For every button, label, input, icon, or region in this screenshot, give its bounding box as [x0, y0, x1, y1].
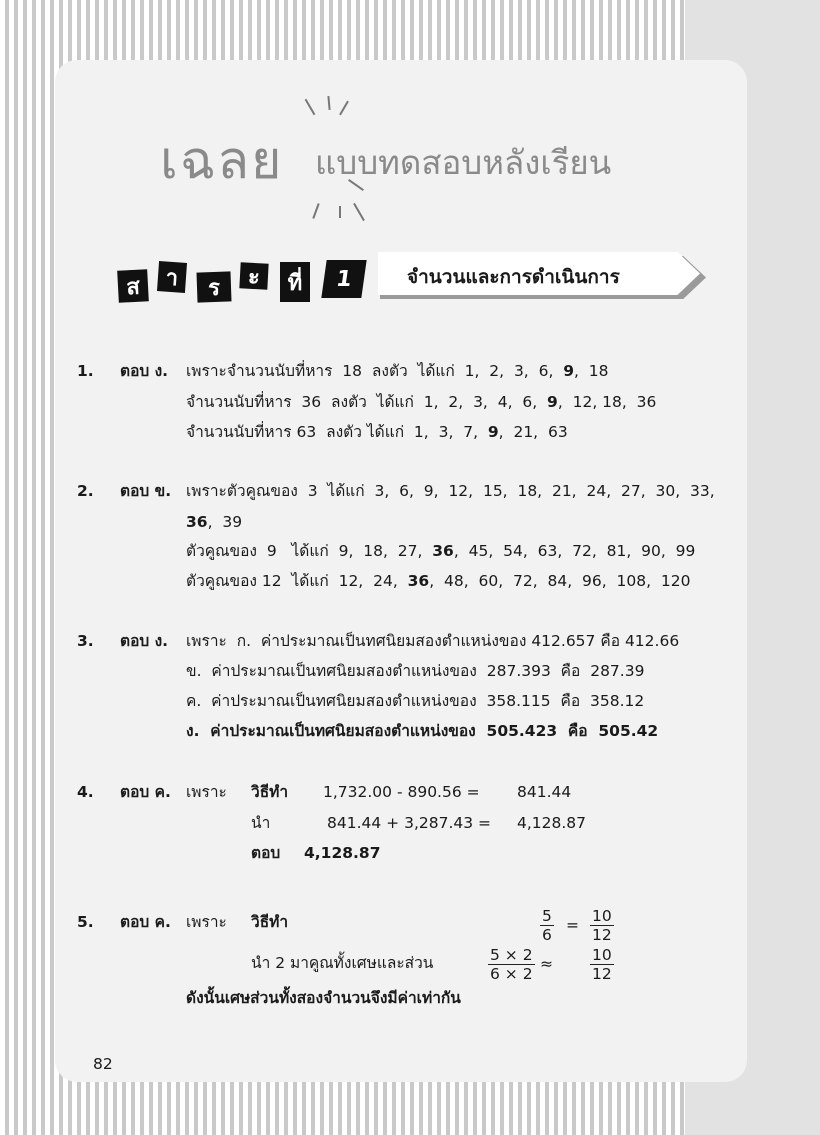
highlighted-text: 36 — [407, 572, 430, 590]
final-value: 4,128.87 — [304, 844, 381, 862]
page-number: 82 — [93, 1055, 113, 1073]
answer-line — [186, 422, 568, 442]
highlighted-text: 9 — [487, 423, 499, 441]
answer-label: ตอบ ง. — [120, 362, 169, 380]
answer-line — [186, 571, 690, 591]
expression: 841.44 + 3,287.43 = — [327, 814, 492, 832]
highlighted-text: 36 — [432, 542, 454, 560]
strand-topic: จำนวนและการดำเนินการ — [407, 266, 620, 288]
question-number: 3. — [77, 632, 94, 650]
method-label: วิธีทำ — [251, 783, 289, 801]
answer-text: ตัวคูณของ 12 ได้แก่ 12, 24, — [186, 572, 408, 590]
take-text: นำ — [251, 814, 271, 832]
answer-line — [186, 392, 656, 412]
strand-tile: ที่ — [280, 262, 310, 302]
strand-tile: ส — [117, 269, 149, 303]
numerator: 10 — [592, 946, 612, 964]
numerator: 10 — [592, 907, 612, 925]
answer-line — [186, 661, 644, 681]
answer-line — [186, 721, 658, 741]
answer-text: เพราะ ก. ค่าประมาณเป็นทศนิยมสองตำแหน่งของ 412.657 คือ 412.66 — [186, 632, 680, 650]
highlighted-text: ง. ค่าประมาณเป็นทศนิยมสองตำแหน่งของ 505.423 คือ 505.42 — [186, 722, 659, 740]
answer-label: ตอบ ง. — [120, 632, 169, 650]
answer-line — [186, 691, 644, 711]
answer-line — [186, 512, 242, 532]
question-number: 1. — [77, 362, 94, 380]
highlighted-text: 9 — [547, 393, 558, 411]
result: 4,128.87 — [517, 814, 587, 832]
burst-ray — [339, 206, 341, 218]
answer-text: , 18 — [574, 362, 609, 380]
answer-text: เพราะจำนวนนับที่หาร 18 ลงตัว ได้แก่ 1, 2, 3, 6, — [186, 362, 564, 380]
equals-sign: = — [566, 916, 579, 934]
answer-text: , 39 — [207, 513, 243, 531]
title-sub: แบบทดสอบหลังเรียน — [315, 143, 612, 182]
denominator: 6 — [542, 926, 552, 944]
fraction — [590, 946, 614, 983]
question-number: 2. — [77, 482, 94, 500]
strand-tile: า — [157, 261, 187, 293]
method-label: วิธีทำ — [251, 913, 289, 931]
strand-tile: ร — [196, 271, 231, 302]
answer-label: ตอบ ค. — [120, 783, 171, 801]
answer-line — [186, 481, 715, 501]
fraction — [590, 907, 614, 944]
answer-line — [186, 631, 679, 651]
answer-line — [186, 541, 695, 561]
numerator: 5 — [542, 907, 552, 925]
answer-text: ค. ค่าประมาณเป็นทศนิยมสองตำแหน่งของ 358.115 คือ 358.12 — [186, 692, 645, 710]
answer-text: , 48, 60, 72, 84, 96, 108, 120 — [429, 572, 691, 590]
highlighted-text: 9 — [563, 362, 575, 380]
answer-text: จำนวนนับที่หาร 36 ลงตัว ได้แก่ 1, 2, 3, 4, 6, — [186, 393, 548, 411]
question-number: 5. — [77, 913, 94, 931]
because-text: เพราะ — [186, 783, 227, 801]
answer-line — [186, 361, 609, 381]
final-label: ตอบ — [251, 844, 281, 862]
step-text: นำ 2 มาคูณทั้งเศษและส่วน — [251, 954, 434, 972]
because-text: เพราะ — [186, 913, 227, 931]
title-main: เฉลย — [160, 131, 284, 191]
answer-text: , 21, 63 — [498, 423, 568, 441]
strand-tile: ะ — [239, 262, 268, 289]
answer-text: ข. ค่าประมาณเป็นทศนิยมสองตำแหน่งของ 287.393 คือ 287.39 — [186, 662, 645, 680]
answer-text: เพราะตัวคูณของ 3 ได้แก่ 3, 6, 9, 12, 15, 18, 21, 24, 27, 30, 33, — [186, 482, 715, 500]
approx-sign: ≈ — [540, 955, 553, 973]
fraction — [540, 907, 554, 944]
answer-text: , 45, 54, 63, 72, 81, 90, 99 — [453, 542, 696, 560]
denominator: 12 — [592, 965, 612, 983]
expression: 1,732.00 - 890.56 = — [323, 783, 480, 801]
answer-label: ตอบ ค. — [120, 913, 171, 931]
answer-label: ตอบ ข. — [120, 482, 172, 500]
conclusion: ดังนั้นเศษส่วนทั้งสองจำนวนจึงมีค่าเท่ากัน — [186, 989, 461, 1007]
denominator: 12 — [592, 926, 612, 944]
result: 841.44 — [517, 783, 572, 801]
numerator: 5 × 2 — [490, 946, 533, 964]
answer-text: , 12, 18, 36 — [557, 393, 657, 411]
answer-text: ตัวคูณของ 9 ได้แก่ 9, 18, 27, — [186, 542, 433, 560]
question-number: 4. — [77, 783, 94, 801]
answer-text: จำนวนนับที่หาร 63 ลงตัว ได้แก่ 1, 3, 7, — [186, 423, 488, 441]
strand-tile: 1 — [321, 260, 366, 298]
highlighted-text: 36 — [186, 513, 208, 531]
fraction — [488, 946, 535, 983]
denominator: 6 × 2 — [490, 965, 533, 983]
